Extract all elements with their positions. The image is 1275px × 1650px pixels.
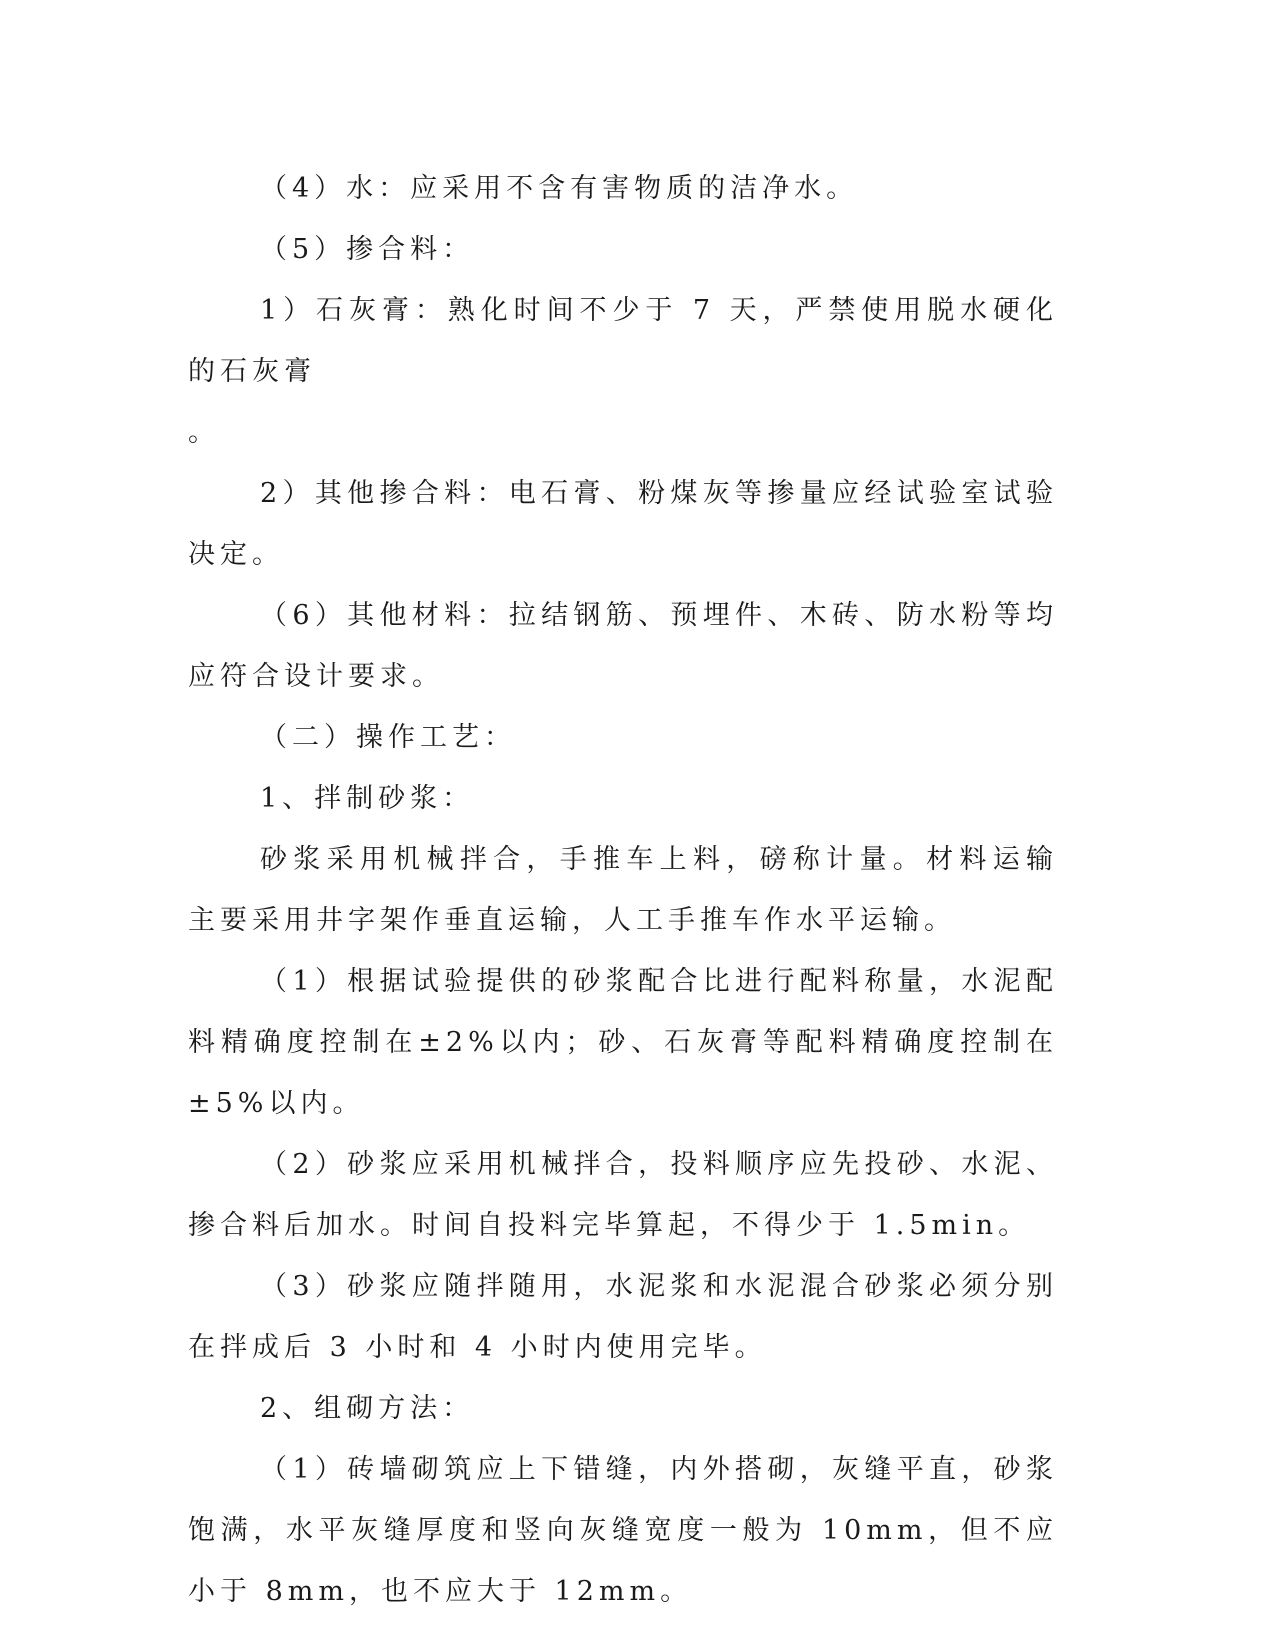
paragraph-other-materials: （6）其他材料：拉结钢筋、预埋件、木砖、防水粉等均应符合设计要求。 bbox=[188, 600, 1058, 692]
paragraph-mixing-order: （2）砂浆应采用机械拌合，投料顺序应先投砂、水泥、掺合料后加水。时间自投料完毕算起，不得少于 1.5min。 bbox=[188, 1149, 1058, 1241]
paragraph-mix-proportion: （1）根据试验提供的砂浆配合比进行配料称量，水泥配料精确度控制在±2%以内；砂、石灰膏等配料精确度控制在±5%以内。 bbox=[188, 966, 1058, 1119]
paragraph-use-time: （3）砂浆应随拌随用，水泥浆和水泥混合砂浆必须分别在拌成后 3 小时和 4 小时内使用完毕。 bbox=[188, 1271, 1058, 1363]
paragraph-other-admixtures: 2）其他掺合料：电石膏、粉煤灰等掺量应经试验室试验决定。 bbox=[188, 478, 1058, 570]
paragraph-joint-thickness: （1）砖墙砌筑应上下错缝，内外搭砌，灰缝平直，砂浆饱满，水平灰缝厚度和竖向灰缝宽度一般为 10mm，但不应小于 8mm，也不应大于 12mm。 bbox=[188, 1454, 1058, 1607]
subheading-masonry-method: 2、组砌方法： bbox=[260, 1393, 475, 1424]
paragraph-admixture-heading: （5）掺合料： bbox=[260, 234, 475, 265]
paragraph-water: （4）水：应采用不含有害物质的洁净水。 bbox=[260, 173, 859, 204]
paragraph-mortar-transport: 砂浆采用机械拌合，手推车上料，磅称计量。材料运输主要采用井字架作垂直运输，人工手推车作水平运输。 bbox=[188, 844, 1058, 936]
section-heading-operation: （二）操作工艺： bbox=[260, 722, 516, 753]
paragraph-lime-putty-end: 。 bbox=[188, 417, 220, 448]
document-body bbox=[188, 158, 1058, 1622]
paragraph-lime-putty: 1）石灰膏：熟化时间不少于 7 天，严禁使用脱水硬化的石灰膏 bbox=[188, 295, 1058, 387]
subheading-mix-mortar: 1、拌制砂浆： bbox=[260, 783, 475, 814]
